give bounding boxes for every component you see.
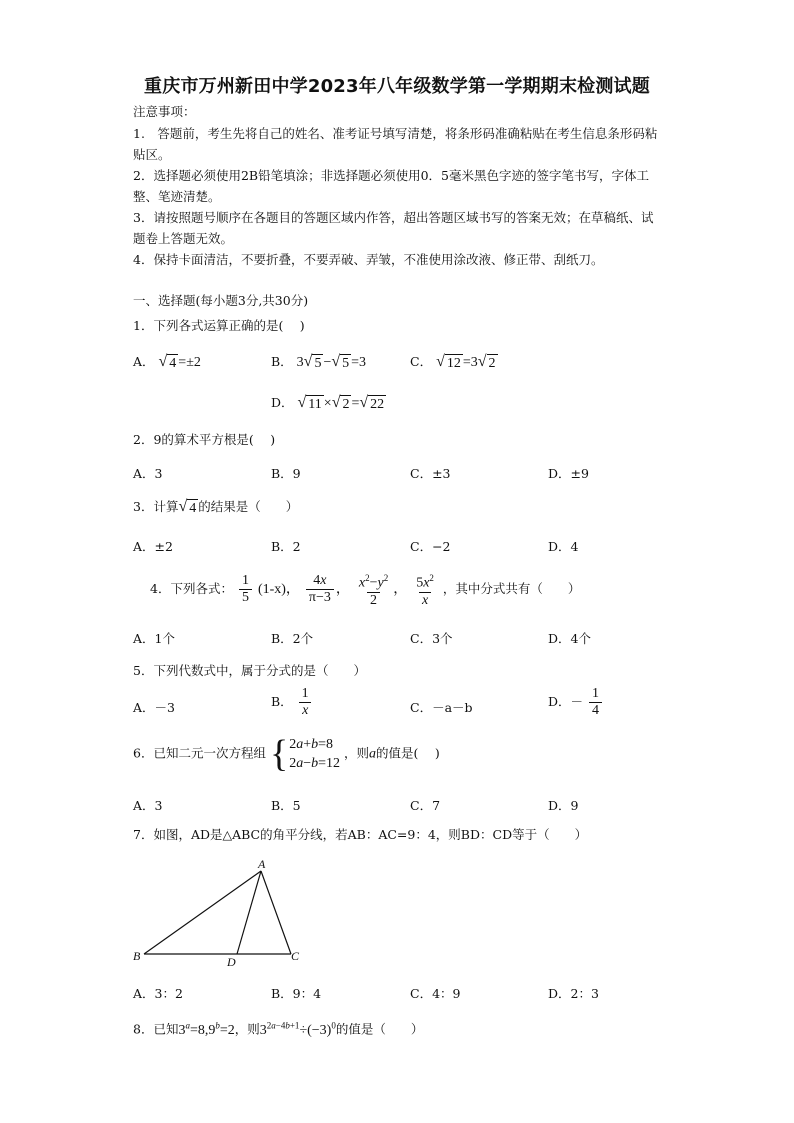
question-1-stem: 1．下列各式运算正确的是( )	[133, 318, 305, 333]
question-7-option-b[interactable]: B．9：4	[271, 986, 322, 1001]
question-7-option-a[interactable]: A．3：2	[133, 986, 183, 1001]
question-7-option-d[interactable]: D．2：3	[548, 986, 599, 1001]
label-c: C	[291, 949, 300, 963]
question-5-option-a[interactable]: A．－3	[133, 700, 175, 715]
fraction: $\frac{1}{5}$	[239, 573, 252, 606]
question-5-option-b[interactable]: B． $\frac{1}{x}$	[271, 686, 314, 719]
question-1-option-a[interactable]: A． √ 4 =±2	[133, 352, 201, 371]
section-heading: 一、选择题(每小题3分,共30分)	[133, 293, 309, 308]
question-3-option-a[interactable]: A．±2	[133, 539, 173, 554]
notes-heading: 注意事项：	[133, 104, 196, 119]
question-2-option-b[interactable]: B．9	[271, 466, 301, 481]
question-2-stem: 2．9的算术平方根是( )	[133, 432, 276, 447]
question-4-option-a[interactable]: A．1个	[133, 631, 175, 646]
question-3-option-c[interactable]: C．−2	[410, 539, 451, 554]
question-5-option-c[interactable]: C．－a－b	[410, 700, 473, 715]
label-a: A	[258, 858, 266, 871]
math-expression: √ 4	[158, 352, 177, 371]
question-5-stem: 5．下列代数式中，属于分式的是（ ）	[133, 663, 366, 678]
question-4-stem: 4．下列各式： $\frac{1}{5}$ (1-x)， $\frac{4x}{\pi-3}$ ， $\frac{x^2-y^2}{2}$ ， $\frac{5x^2}{x}$ ，其中分式共有（ ）	[150, 570, 580, 609]
math-expression: √ 12	[436, 352, 461, 371]
page-title: 重庆市万州新田中学2023年八年级数学第一学期期末检测试题	[144, 76, 650, 97]
side-ac	[261, 871, 291, 954]
question-2-option-d[interactable]: D．±9	[548, 466, 589, 481]
note-item: 4．保持卡面清洁，不要折叠，不要弄破、弄皱，不准使用涂改液、修正带、刮纸刀。	[133, 252, 604, 267]
fraction: $\frac{1}{x}$	[299, 686, 312, 719]
equation-system: { 2a+b=8 2a−b=12	[269, 733, 341, 775]
option-label: B．	[271, 354, 293, 369]
fraction: $\frac{x^2-y^2}{2}$	[358, 573, 389, 608]
question-1-option-b[interactable]: B． 3 √ 5 − √ 5 =3	[271, 352, 367, 371]
bisector-ad	[237, 871, 261, 954]
question-2-option-a[interactable]: A．3	[133, 466, 163, 481]
math-expression: √ 5	[303, 352, 322, 371]
note-item: 1. 答题前，考生先将自己的姓名、准考证号填写清楚，将条形码准确粘贴在考生信息条形码粘贴区。	[133, 126, 658, 162]
question-2-option-c[interactable]: C．±3	[410, 466, 451, 481]
question-3-option-b[interactable]: B．2	[271, 539, 301, 554]
question-7-stem: 7．如图，AD是△ABC的角平分线，若AB：AC=9：4，则BD：CD等于（ ）	[133, 827, 588, 842]
fraction: $\frac{1}{4}$	[589, 686, 602, 719]
question-6-option-a[interactable]: A．3	[133, 798, 163, 813]
question-4-option-d[interactable]: D．4个	[548, 631, 591, 646]
question-4-option-b[interactable]: B．2个	[271, 631, 314, 646]
math-expression: √ 11	[297, 393, 322, 412]
option-label: D．	[271, 395, 294, 410]
question-3-option-d[interactable]: D．4	[548, 539, 579, 554]
question-4-option-c[interactable]: C．3个	[410, 631, 453, 646]
question-6-stem: 6．已知二元一次方程组 { 2a+b=8 2a−b=12 ，则a的值是( )	[133, 733, 440, 775]
fraction: $\frac{5x^2}{x}$	[416, 573, 434, 608]
fraction: $\frac{4x}{\pi-3}$	[306, 573, 334, 606]
question-5-option-d[interactable]: D．－ $\frac{1}{4}$	[548, 686, 604, 719]
label-d: D	[227, 955, 236, 969]
note-item: 3．请按照题号顺序在各题目的答题区域内作答，超出答题区域书写的答案无效；在草稿纸、试题卷上答题无效。	[133, 210, 654, 246]
question-1-option-d[interactable]: D． √ 11 × √ 2 = √ 22	[271, 393, 385, 412]
label-b: B	[133, 949, 141, 963]
question-6-option-c[interactable]: C．7	[410, 798, 441, 813]
note-item: 2．选择题必须使用2B铅笔填涂；非选择题必须使用0．5毫米黑色字迹的签字笔书写，字体工整、笔迹清楚。	[133, 168, 649, 204]
question-6-option-b[interactable]: B．5	[271, 798, 301, 813]
question-7-option-c[interactable]: C．4：9	[410, 986, 461, 1001]
option-label: C．	[410, 354, 433, 369]
question-6-option-d[interactable]: D．9	[548, 798, 579, 813]
option-label: A．	[133, 354, 155, 369]
side-ab	[144, 871, 261, 954]
question-1-option-c[interactable]: C． √ 12 =3 √ 2	[410, 352, 496, 371]
question-8-stem: 8．已知$3^a=8,9^b=2$，则$3^{2a-4b+1}\div(-3)^0$的值是（ ）	[133, 1020, 424, 1038]
question-3-stem: 3．计算 √ 4 的结果是（ ）	[133, 497, 299, 516]
triangle-figure	[130, 858, 310, 970]
